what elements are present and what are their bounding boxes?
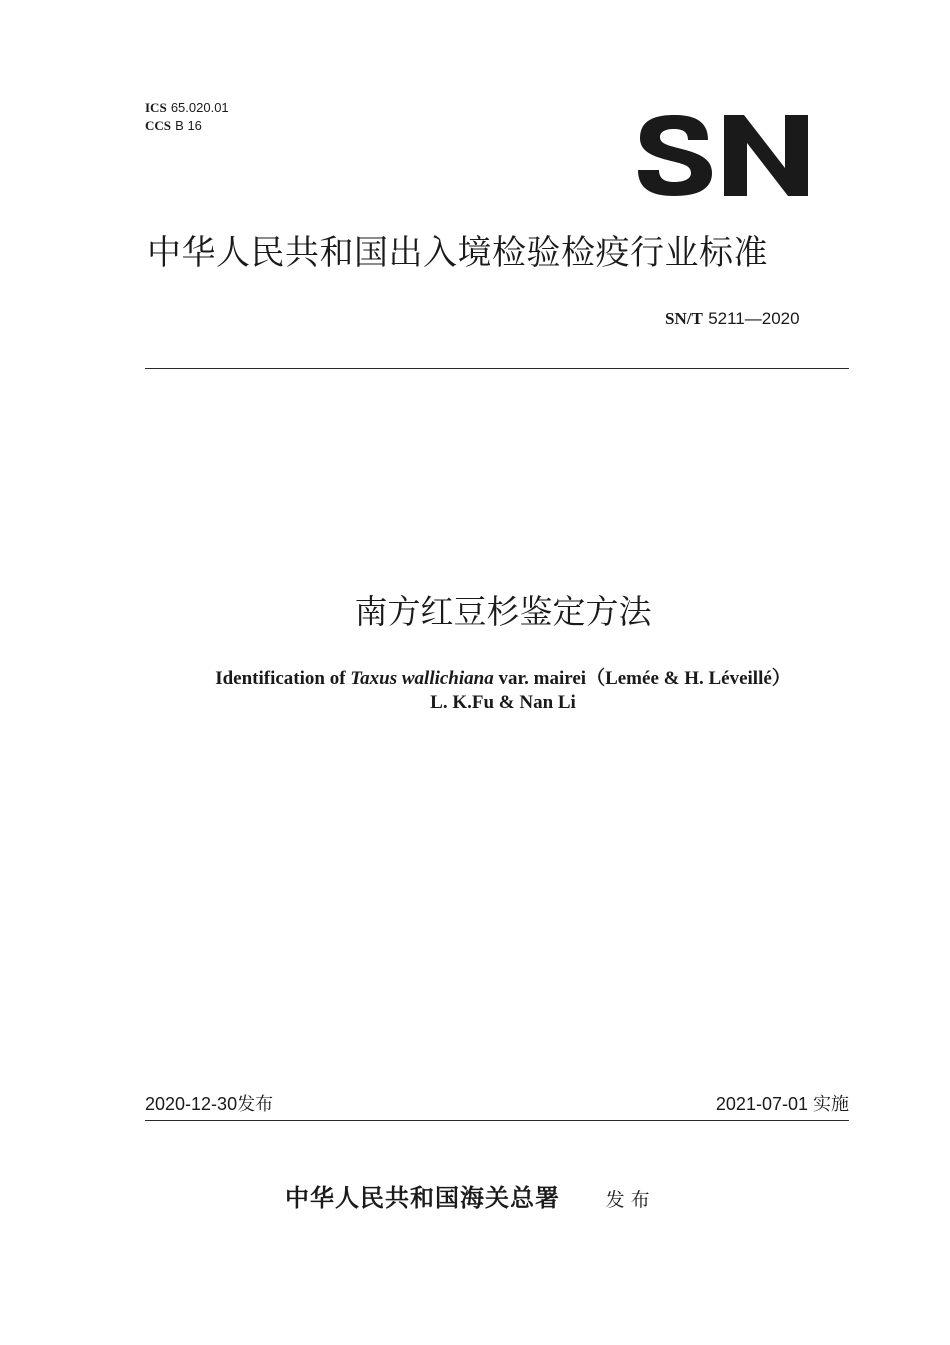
issuer [285, 1178, 656, 1213]
ccs-code: B 16 [175, 118, 202, 133]
title-english-taxon: Taxus wallichiana [350, 668, 494, 689]
bottom-divider [145, 1120, 849, 1121]
ics-label: ICS [145, 100, 167, 115]
title-english-suffix: var. mairei（Lemée & H. Léveillé） [498, 668, 791, 689]
standard-number [665, 309, 800, 329]
standard-number-prefix: SN/T [665, 309, 703, 328]
standard-number-value: 5211—2020 [708, 309, 800, 328]
top-divider [145, 368, 849, 369]
sn-logo [636, 112, 810, 198]
implementation-date [716, 1090, 849, 1116]
ics-code: 65.020.01 [170, 100, 229, 115]
title-english-line2: L. K.Fu & Nan Li [430, 692, 576, 713]
issue-date [145, 1090, 273, 1116]
title-chinese: 南方红豆杉鉴定方法 [354, 592, 652, 631]
implementation-date-label: 实施 [813, 1094, 849, 1115]
issuer-action: 发布 [605, 1189, 656, 1211]
standard-category: 中华人民共和国出入境检验检疫行业标准 [147, 233, 768, 273]
ccs-label: CCS [145, 118, 172, 133]
title-english-prefix: Identification of [215, 668, 346, 689]
classification-codes [145, 99, 229, 135]
ics-line [145, 99, 229, 117]
issue-date-value: 2020-12-30 [145, 1094, 238, 1114]
title-english-line1 [0, 663, 950, 690]
implementation-date-value: 2021-07-01 [715, 1094, 808, 1114]
ccs-line [145, 117, 229, 135]
issue-date-label: 发布 [237, 1094, 274, 1115]
issuer-name: 中华人民共和国海关总署 [285, 1183, 560, 1212]
